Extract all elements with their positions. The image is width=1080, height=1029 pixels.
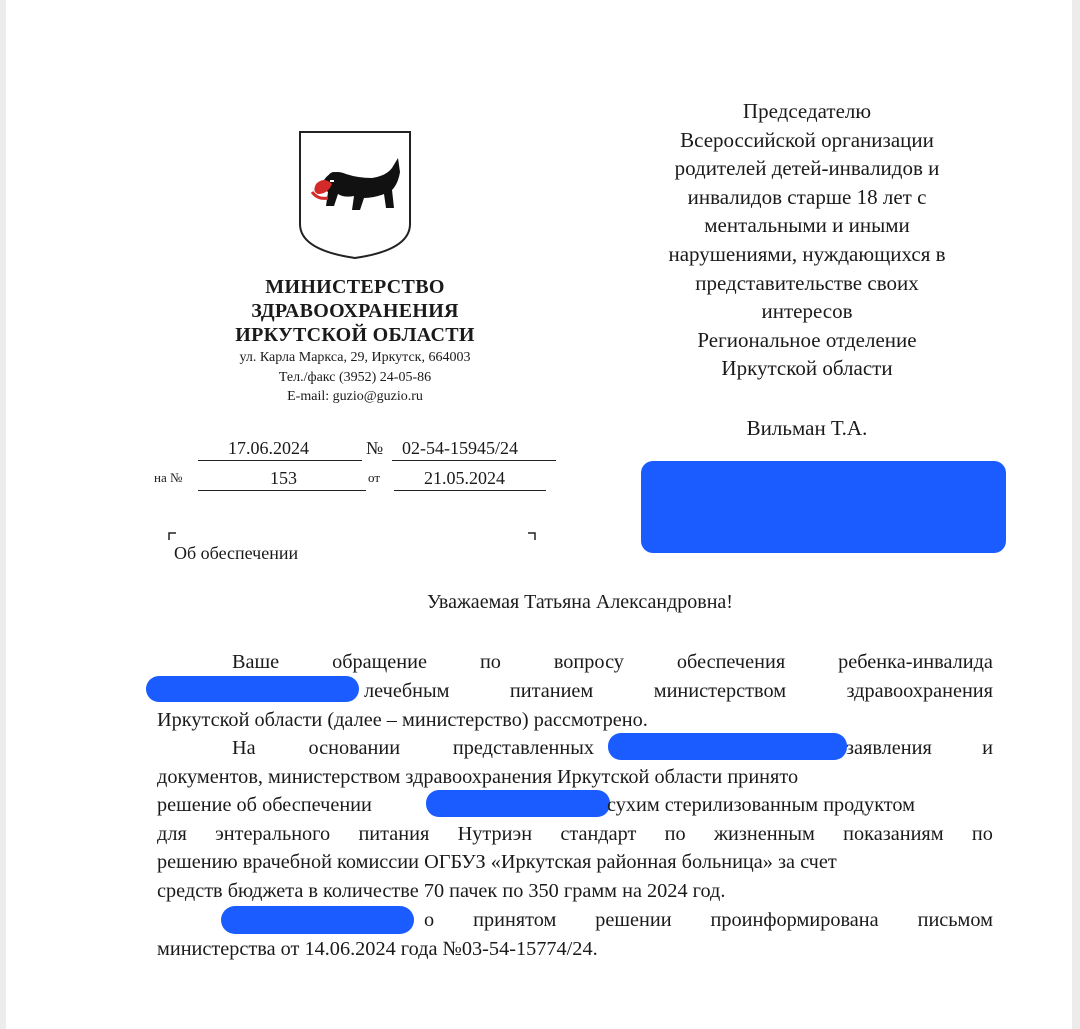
word: На (232, 737, 256, 759)
outgoing-number-underline (392, 460, 556, 461)
body-line: документов, министерством здравоохранения Иркутской области принято (157, 766, 799, 788)
ministry-title-line-1: МИНИСТЕРСТВО (265, 276, 445, 298)
word: для (157, 823, 187, 845)
word: энтерального (215, 823, 331, 845)
ref-number-label: на № (154, 470, 183, 485)
ministry-email: E-mail: guzio@guzio.ru (287, 389, 423, 404)
subject-line: Об обеспечении (174, 543, 299, 563)
word: ребенка-инвалида (838, 651, 993, 673)
subject-corner-left (168, 532, 176, 540)
word: жизненным (713, 823, 815, 845)
word: проинформирована (710, 909, 879, 931)
body-line (157, 820, 993, 848)
body-line: решению врачебной комиссии ОГБУЗ «Иркутская районная больница» за счет (157, 851, 837, 873)
word: по (971, 823, 993, 845)
outgoing-date: 17.06.2024 (228, 438, 309, 458)
word: Ваше (232, 651, 280, 673)
addressee-line: нарушениями, нуждающихся в (668, 241, 946, 266)
body-line (232, 648, 993, 676)
ref-date: 21.05.2024 (424, 468, 505, 488)
outgoing-date-underline (198, 460, 362, 461)
word: обеспечения (676, 651, 786, 673)
body-line: Иркутской области (далее – министерство) рассмотрено. (157, 709, 648, 731)
addressee-line: интересов (761, 299, 853, 324)
word: здравоохранения (846, 680, 993, 702)
word: письмом (917, 909, 993, 931)
addressee-line: родителей детей-инвалидов и (674, 156, 940, 181)
redaction-child-name (146, 676, 359, 702)
addressee-name: Вильман Т.А. (746, 416, 868, 440)
redaction-address (641, 461, 1006, 553)
ref-date-underline (394, 490, 546, 491)
word: о (424, 909, 435, 931)
addressee-line: представительстве своих (695, 270, 919, 295)
body-line (424, 906, 993, 934)
word: вопросу (553, 651, 624, 673)
word: заявления (846, 737, 932, 759)
ref-from-label: от (368, 470, 381, 485)
number-sign: № (366, 438, 384, 458)
subject-corner-right (528, 532, 536, 540)
body-line (364, 677, 993, 705)
addressee-line: Региональное отделение (697, 327, 917, 352)
body-line: сухим стерилизованным продуктом (607, 794, 915, 816)
word: лечебным (364, 680, 450, 702)
word: Нутриэн (457, 823, 533, 845)
addressee-line: инвалидов старше 18 лет с (687, 184, 927, 209)
body-line: средств бюджета в количестве 70 пачек по 350 грамм на 2024 год. (157, 880, 726, 902)
outgoing-number: 02-54-15945/24 (402, 438, 518, 458)
word: министерством (653, 680, 787, 702)
word: питания (358, 823, 430, 845)
word: обращение (332, 651, 428, 673)
word: принятом (473, 909, 557, 931)
word: показаниям (843, 823, 944, 845)
ministry-address: ул. Карла Маркса, 29, Иркутск, 664003 (239, 350, 471, 365)
word: питанием (509, 680, 594, 702)
redaction-child-name-2 (426, 790, 610, 817)
scan-border-right (1072, 0, 1080, 1029)
redaction-applicant-2 (221, 906, 414, 934)
redaction-applicant (608, 733, 847, 760)
ref-number-underline (198, 490, 366, 491)
addressee-line: Иркутской области (721, 356, 893, 381)
body-line (232, 734, 594, 762)
addressee-line: Всероссийской организации (680, 127, 934, 152)
body-line (846, 734, 993, 762)
word: по (479, 651, 501, 673)
word: основании (308, 737, 401, 759)
word: и (982, 737, 993, 759)
ministry-title-line-3: ИРКУТСКОЙ ОБЛАСТИ (235, 324, 475, 346)
body-line: министерства от 14.06.2024 года №03-54-15774/24. (157, 938, 598, 960)
addressee-line: Председателю (742, 99, 872, 123)
greeting: Уважаемая Татьяна Александровна! (427, 591, 733, 613)
ministry-title-line-2: ЗДРАВООХРАНЕНИЯ (251, 300, 459, 322)
ministry-phone: Тел./факс (3952) 24-05-86 (278, 370, 432, 385)
word: представленных (452, 737, 594, 759)
word: по (664, 823, 686, 845)
word: решении (595, 909, 672, 931)
word: стандарт (560, 823, 637, 845)
irkutsk-coat-of-arms-icon (294, 128, 416, 262)
body-line: решение об обеспечении (157, 794, 372, 816)
addressee-block (630, 97, 984, 383)
ref-number: 153 (270, 468, 297, 488)
addressee-line: ментальными и иными (704, 213, 910, 238)
